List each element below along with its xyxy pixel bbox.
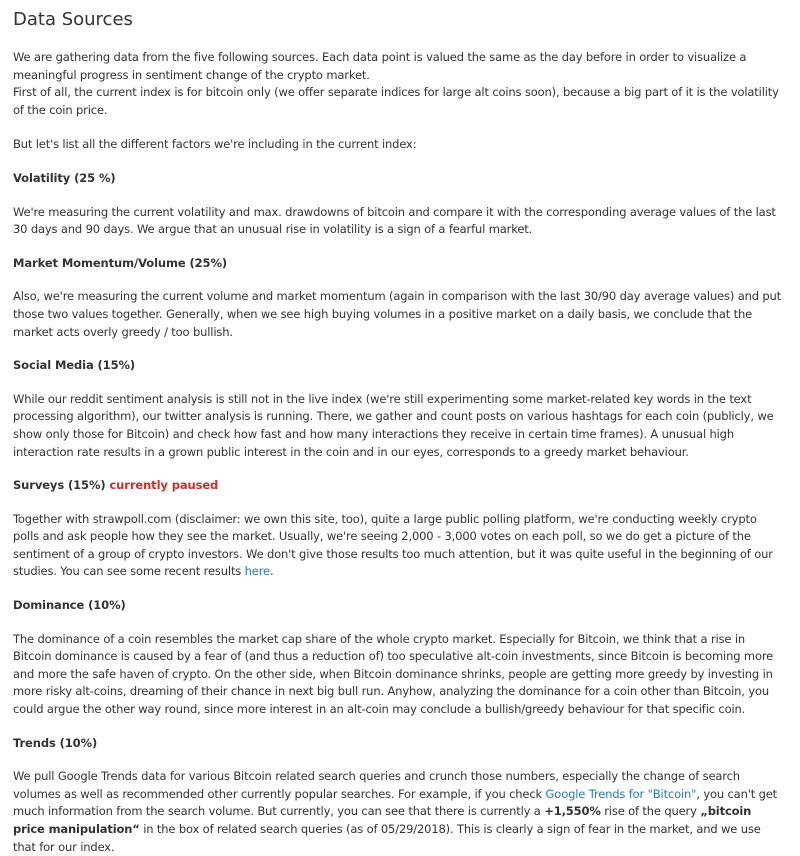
google-trends-link[interactable]: Google Trends for "Bitcoin"	[545, 786, 697, 801]
section-heading: Dominance (10%)	[13, 598, 126, 613]
section-heading: Social Media (15%)	[13, 358, 136, 373]
trends-body-text-2: , you can't get much information from the search volume. But currently, you can see that there is currently a	[13, 786, 778, 819]
section-heading: Market Momentum/Volume (25%)	[13, 255, 228, 270]
section-market-momentum	[13, 255, 786, 341]
section-body: While our reddit sentiment analysis is still not in the live index (we're still experimenting some market-related key words in the text processing algorithm), our twitter analysis is running. There, we gather and count posts on various hashtags for each coin (publicly, we show only those for Bitcoin) and check how fast and how many interactions they receive in certain time frames). A unusual high interaction rate results in a grown public interest in the coin and in our eyes, corresponds to a greedy market behaviour.	[13, 391, 774, 459]
section-body: Also, we're measuring the current volume and market momentum (again in comparison with the last 30/90 day average values) and put those two values together. Generally, when we see high buying volumes in a positive market on a daily basis, we conclude that the market acts overly greedy / too bullish.	[13, 289, 782, 339]
recent-results-link[interactable]: here	[244, 564, 270, 579]
section-heading: Volatility (25 %)	[13, 170, 116, 185]
trends-body-text-4: in the box of related search queries (as of 05/29/2018). This is clearly a sign of fear in the market, and we use that for our index.	[13, 822, 761, 854]
section-body: The dominance of a coin resembles the market cap share of the whole crypto market. Especially for Bitcoin, we think that a rise in Bitcoin dominance is caused by a fear of (and thus a reduction of) too speculative alt-coin investments, since Bitcoin is becoming more and more the safe haven of crypto. On the other side, when Bitcoin dominance shrinks, people are getting more greedy by investing in more risky alt-coins, dreaming of their chance in next big bull run. Anyhow, analyzing the dominance for a coin other than Bitcoin, you could argue the other way round, since more interest in an alt-coin may conclude a bullish/greedy behaviour for that specific coin.	[13, 631, 774, 717]
section-heading-text: Surveys (15%)	[13, 478, 106, 493]
section-trends	[13, 735, 786, 856]
section-social-media	[13, 357, 786, 461]
intro-paragraph-2: First of all, the current index is for bitcoin only (we offer separate indices for large alt coins soon), because a big part of it is the volatility of the coin price.	[13, 85, 779, 117]
section-surveys	[13, 477, 786, 581]
intro-paragraph-3: But let's list all the different factors we're including in the current index:	[13, 137, 417, 152]
section-volatility	[13, 170, 786, 239]
trends-percentage: +1,550%	[544, 804, 601, 819]
trends-body-text-3: rise of the query	[604, 804, 697, 819]
intro-paragraph-1: We are gathering data from the five following sources. Each data point is valued the same as the day before in order to visualize a meaningful progress in sentiment change of the crypto market.	[13, 50, 747, 82]
intro	[13, 49, 786, 154]
trends-body-text-1: We pull Google Trends data for various Bitcoin related search queries and crunch those numbers, especially the change of search volumes as well as recommended other currently popular searches. For example, if you check	[13, 769, 740, 801]
section-heading	[13, 477, 786, 495]
section-body	[13, 768, 786, 856]
page-title: Data Sources	[13, 9, 133, 30]
section-heading: Trends (10%)	[13, 735, 98, 750]
section-body	[13, 511, 786, 581]
trends-query: „bitcoin price manipulation“	[13, 804, 752, 836]
section-body: We're measuring the current volatility and max. drawdowns of bitcoin and compare it with the corresponding average values of the last 30 days and 90 days. We argue that an unusual rise in volatility is a sign of a fearful market.	[13, 204, 776, 237]
section-dominance	[13, 597, 786, 719]
surveys-body-end: .	[269, 564, 274, 579]
paused-status-badge: currently paused	[109, 478, 219, 493]
surveys-body-text: Together with strawpoll.com (disclaimer: we own this site, too), quite a large public polling platform, we're conducting weekly crypto polls and ask people how they see the market. Usually, we're seeing 2,000 - 3,000 votes on each poll, so we do get a picture of the sentiment of a group of crypto investors. We don't give those results too much attention, but it was quite useful in the beginning of our studies. You can see some recent results	[13, 511, 773, 579]
